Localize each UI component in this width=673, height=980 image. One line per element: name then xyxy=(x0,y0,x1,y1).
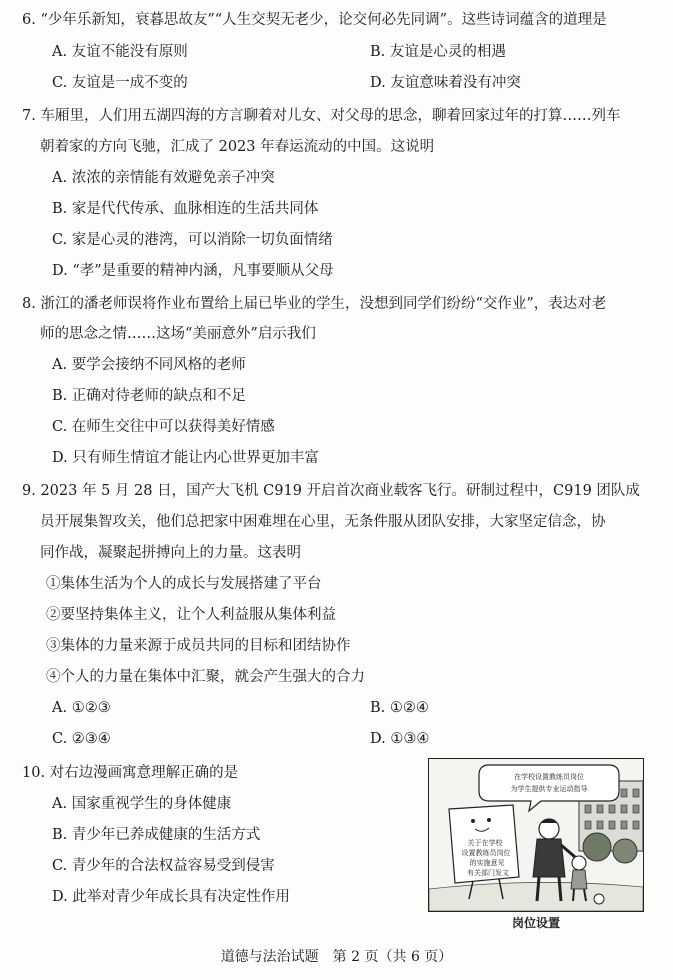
bubble-text-line1: 在学校设置教练员岗位 xyxy=(514,773,584,781)
q7-option-c: C. 家是心灵的港湾，可以消除一切负面情绪 xyxy=(52,232,333,248)
q9-option-a: A. ①②③ xyxy=(52,700,111,716)
q8-stem-line2: 师的思念之情……这场“美丽意外”启示我们 xyxy=(40,326,316,342)
q8-option-a: A. 要学会接纳不同风格的老师 xyxy=(52,357,246,373)
tree-icon xyxy=(613,839,637,863)
child-figure-icon xyxy=(572,856,586,870)
q10-option-d: D. 此举对青少年成长具有决定性作用 xyxy=(52,889,290,905)
document-text-line1: 关于在学校 xyxy=(467,839,503,847)
document-text-line2: 设置教练员岗位 xyxy=(461,849,511,857)
q9-stem-line1: 9. 2023 年 5 月 28 日，国产大飞机 C919 开启首次商业载客飞行。研制过程中，C919 团队成 xyxy=(22,483,640,499)
q7-option-d: D. “孝”是重要的精神内涵，凡事要顺从父母 xyxy=(52,263,334,279)
q7-option-b: B. 家是代代传承、血脉相连的生活共同体 xyxy=(52,201,319,217)
q7-stem-line1: 7. 车厢里，人们用五湖四海的方言聊着对儿女、对父母的思念，聊着回家过年的打算……列车 xyxy=(22,108,621,124)
comic-caption: 岗位设置 xyxy=(511,916,560,930)
bubble-text-line2: 为学生提供专业运动指导 xyxy=(510,785,588,793)
q10-option-b: B. 青少年已养成健康的生活方式 xyxy=(52,827,261,843)
q9-option-c: C. ②③④ xyxy=(52,731,111,747)
q9-statement-1: ①集体生活为个人的成长与发展搭建了平台 xyxy=(46,576,322,592)
q10-option-a: A. 国家重视学生的身体健康 xyxy=(52,796,232,812)
q8-option-c: C. 在师生交往中可以获得美好情感 xyxy=(52,419,275,435)
q6-option-d: D. 友谊意味着没有冲突 xyxy=(370,75,521,91)
q7-stem-line2: 朝着家的方向飞驰，汇成了 2023 年春运流动的中国。这说明 xyxy=(40,139,435,155)
q9-statement-4: ④个人的力量在集体中汇聚，就会产生强大的合力 xyxy=(46,669,365,685)
q10-option-c: C. 青少年的合法权益容易受到侵害 xyxy=(52,858,275,874)
document-text-line3: 的实施意见 xyxy=(469,859,505,867)
q9-stem-line3: 同作战，凝聚起拼搏向上的力量。这表明 xyxy=(40,545,301,561)
q10-stem: 10. 对右边漫画寓意理解正确的是 xyxy=(22,765,239,781)
q9-option-b: B. ①②④ xyxy=(370,700,429,716)
q9-option-d: D. ①③④ xyxy=(370,731,430,747)
comic-illustration xyxy=(428,758,644,912)
tree-icon xyxy=(583,833,611,861)
q7-option-a: A. 浓浓的亲情能有效避免亲子冲突 xyxy=(52,170,275,186)
q8-option-d: D. 只有师生情谊才能让内心世界更加丰富 xyxy=(52,450,319,466)
q8-stem-line1: 8. 浙江的潘老师误将作业布置给上届已毕业的学生，没想到同学们纷纷“交作业”，表达对老 xyxy=(22,296,607,312)
page-footer: 道德与法治试题 第 2 页（共 6 页） xyxy=(220,949,453,965)
q6-option-c: C. 友谊是一成不变的 xyxy=(52,75,188,91)
q6-option-b: B. 友谊是心灵的相遇 xyxy=(370,44,506,60)
q6-stem: 6. “少年乐新知，衰暮思故友”“人生交契无老少，论交何必先同调”。这些诗词蕴含的道理是 xyxy=(22,12,607,28)
q9-stem-line2: 员开展集智攻关，他们总把家中困难埋在心里，无条件服从团队安排，大家坚定信念，协 xyxy=(40,514,606,530)
q9-statement-2: ②要坚持集体主义，让个人利益服从集体利益 xyxy=(46,607,336,623)
q9-statement-3: ③集体的力量来源于成员共同的目标和团结协作 xyxy=(46,638,351,654)
comic-drawing xyxy=(429,759,643,911)
ball-icon xyxy=(594,894,604,904)
q6-option-a: A. 友谊不能没有原则 xyxy=(52,44,188,60)
q8-option-b: B. 正确对待老师的缺点和不足 xyxy=(52,388,246,404)
document-text-line4: 有关部门发文 xyxy=(467,869,509,877)
